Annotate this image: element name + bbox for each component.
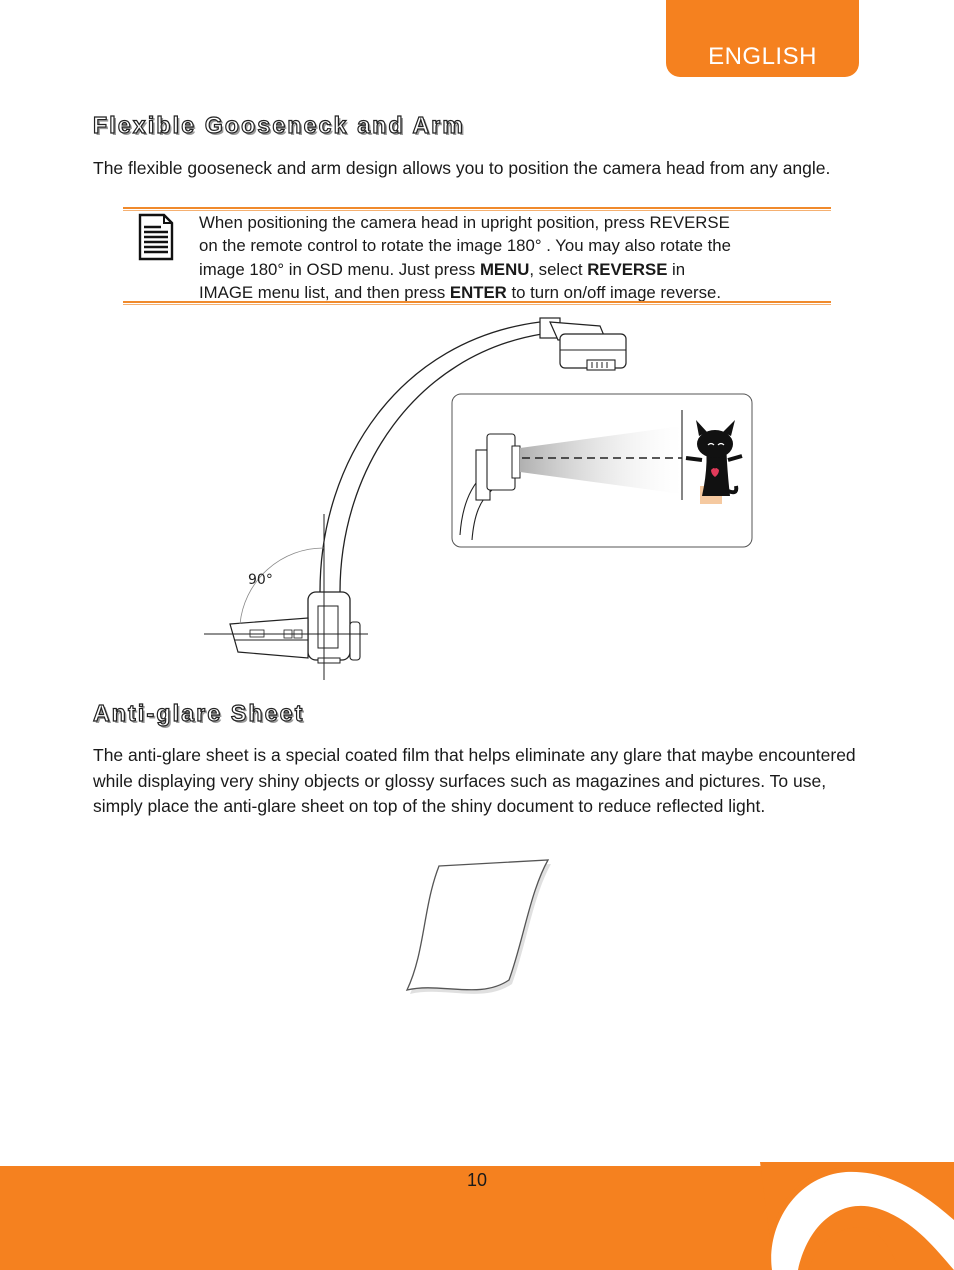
gooseneck-description: The flexible gooseneck and arm design allows you to position the camera head from any angle. (93, 158, 831, 178)
note-line-1: When positioning the camera head in upright position, press REVERSE (199, 213, 730, 232)
section-title-anti-glare: Anti-glare Sheet (93, 700, 305, 726)
note-top-rule (123, 207, 831, 209)
language-tab: ENGLISH (666, 0, 859, 77)
anti-glare-description: The anti-glare sheet is a special coated film that helps eliminate any glare that maybe encountered while displaying very shiny objects or glossy surfaces such as magazines and pictures. To use, simply place the anti-glare sheet on top of the shiny document to reduce reflected light. (93, 745, 856, 816)
note-line-3: image 180° in OSD menu. Just press MENU, select REVERSE in (199, 259, 686, 279)
note-text (199, 211, 839, 304)
menu-key: MENU (479, 259, 530, 279)
note-line-4: IMAGE menu list, and then press ENTER to turn on/off image reverse. (199, 282, 722, 302)
note-line-2: on the remote control to rotate the image 180° . You may also rotate the (199, 236, 731, 256)
reverse-key: REVERSE (587, 259, 668, 279)
note-icon (137, 213, 175, 261)
enter-key: ENTER (449, 282, 507, 302)
section-title-gooseneck: Flexible Gooseneck and Arm (93, 112, 466, 138)
brand-swirl-icon (760, 1162, 954, 1270)
angle-label: 90° (248, 572, 273, 588)
gooseneck-illustration (190, 310, 760, 680)
anti-glare-sheet-illustration (395, 852, 560, 1002)
page-number: 10 (466, 1170, 488, 1190)
note-bottom-rule (123, 301, 831, 303)
